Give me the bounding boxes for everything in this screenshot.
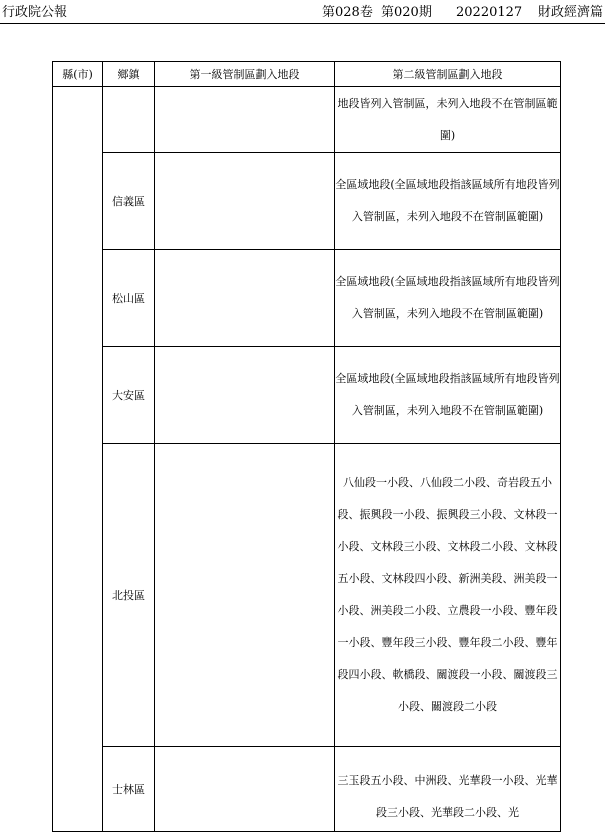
control-zone-table [52,61,561,832]
level2-cell: 全區域地段(全區域地段指該區域所有地段皆列入管制區，未列入地段不在管制區範圍) [335,153,561,250]
level1-cell [155,347,335,444]
level2-cell: 八仙段一小段、八仙段二小段、奇岩段五小段、振興段一小段、振興段三小段、文林段一小段、文林段三小段、文林段二小段、文林段五小段、文林段四小段、新洲美段、洲美段一小段、洲美段二小段、立農段一小段、豐年段一小段、豐年段三小段、豐年段二小段、豐年段四小段、軟橋段、關渡段一小段、關渡段三小段、關渡段二小段 [335,444,561,747]
district-cell [103,87,155,153]
publisher-name: 行政院公報 [2,5,68,20]
level1-cell [155,153,335,250]
table-row [53,153,561,250]
table-row [53,444,561,747]
column-header-county: 縣(市) [53,62,103,87]
level1-cell [155,87,335,153]
district-cell: 大安區 [103,347,155,444]
column-header-level1: 第一級管制區劃入地段 [155,62,335,87]
level2-cell: 全區域地段(全區域地段指該區域所有地段皆列入管制區，未列入地段不在管制區範圍) [335,347,561,444]
district-cell: 士林區 [103,747,155,832]
level1-cell [155,444,335,747]
header-divider [0,23,605,24]
level1-cell [155,747,335,832]
volume-number: 第028卷 [322,5,373,20]
district-cell: 松山區 [103,250,155,347]
section-name: 財政經濟篇 [537,5,603,20]
level1-cell [155,250,335,347]
county-cell [53,87,103,832]
level2-cell: 三玉段五小段、中洲段、光華段一小段、光華段三小段、光華段二小段、光 [335,747,561,832]
table-row [53,747,561,832]
table-header-row [53,62,561,87]
level2-cell: 地段皆列入管制區，未列入地段不在管制區範圍) [335,87,561,153]
table-row [53,347,561,444]
issue-number: 第020期 [381,5,432,20]
column-header-township: 鄉鎮 [103,62,155,87]
column-header-level2: 第二級管制區劃入地段 [335,62,561,87]
page-header [0,0,605,22]
publication-date: 20220127 [456,5,523,20]
level2-cell: 全區域地段(全區域地段指該區域所有地段皆列入管制區，未列入地段不在管制區範圍) [335,250,561,347]
table-row [53,87,561,153]
table-row [53,250,561,347]
district-cell: 北投區 [103,444,155,747]
district-cell: 信義區 [103,153,155,250]
